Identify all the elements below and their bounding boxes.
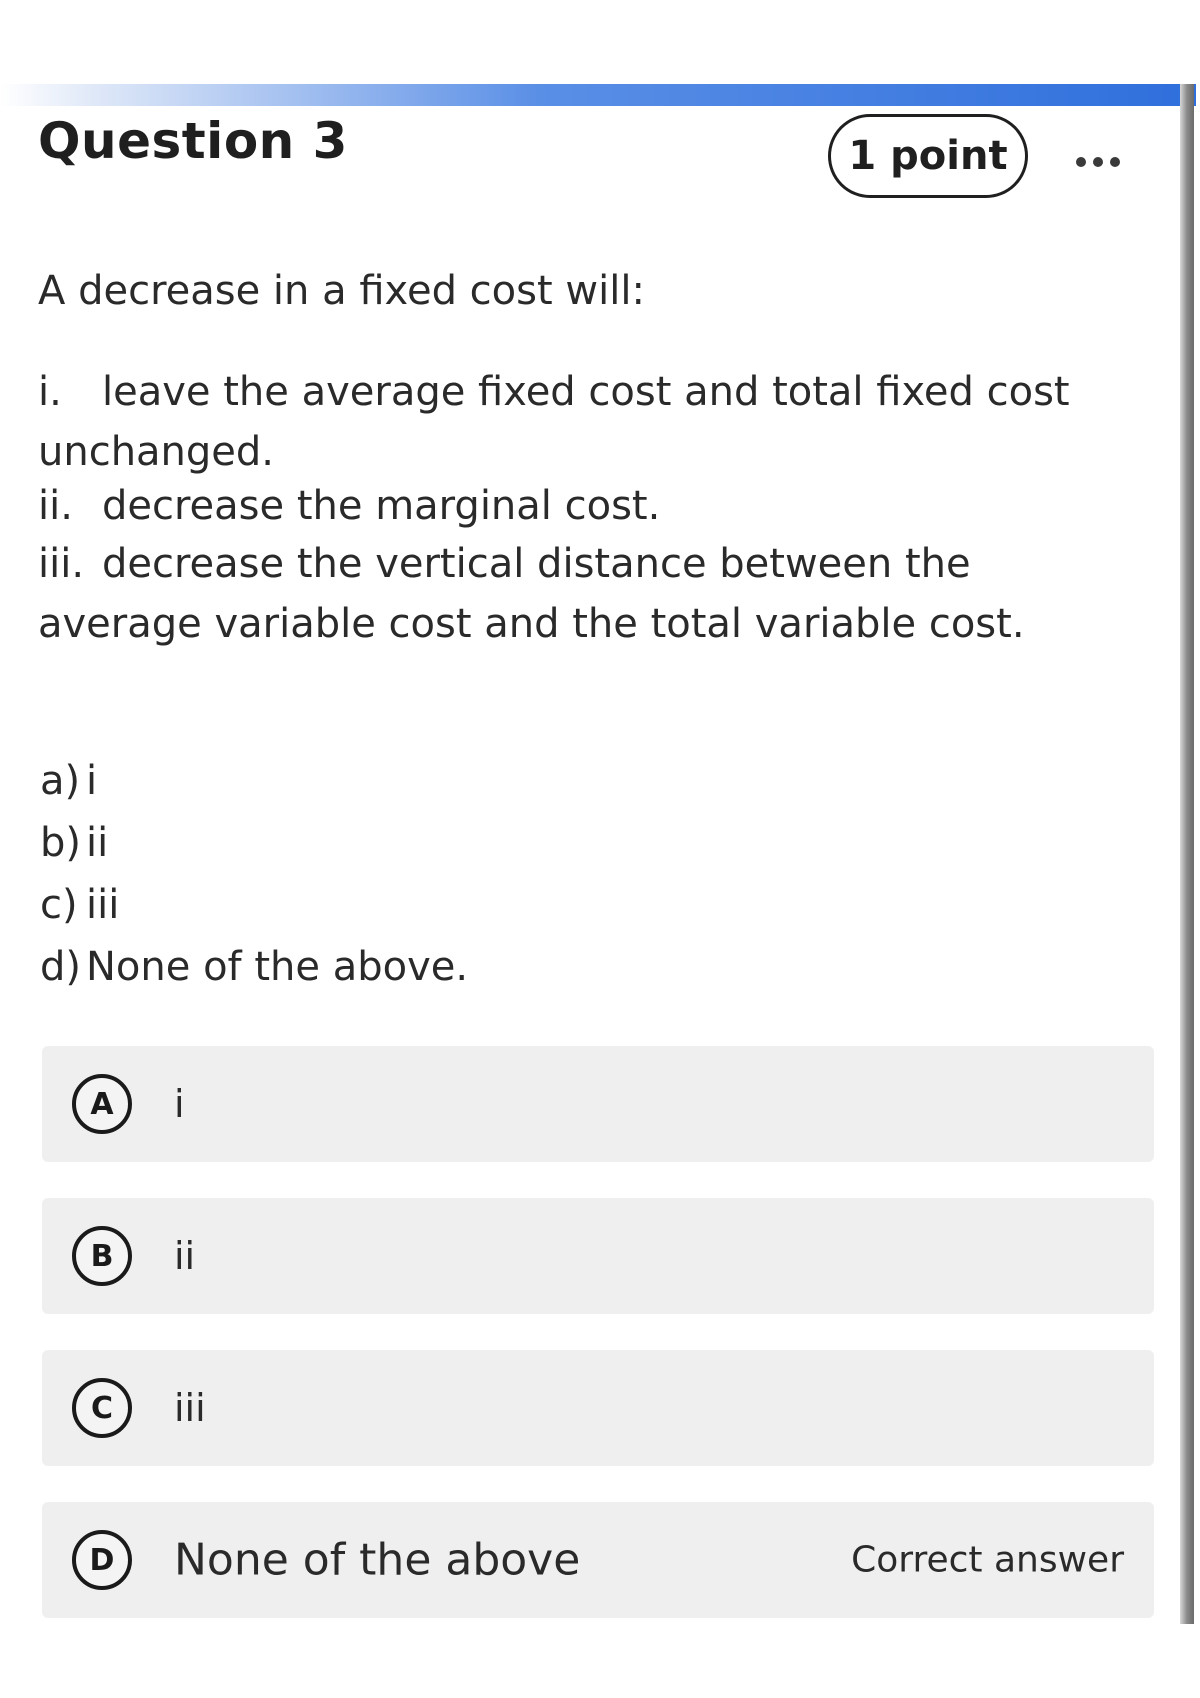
question-prompt: A decrease in a fixed cost will: [38, 268, 645, 314]
choice-text: iii [174, 1386, 206, 1430]
card-right-edge [1180, 84, 1194, 1624]
correct-answer-label: Correct answer [851, 1539, 1124, 1581]
more-horizontal-icon [1076, 157, 1120, 167]
points-badge: 1 point [828, 114, 1028, 198]
listed-option-text: None of the above. [86, 944, 469, 990]
choice-text: ii [174, 1234, 196, 1278]
choice-letter-badge: D [72, 1530, 132, 1590]
choice-text: i [174, 1082, 185, 1126]
more-options-button[interactable] [1070, 142, 1126, 182]
statement-text: leave the average fixed cost and total fixed cost [102, 369, 1070, 415]
listed-option-text: i [86, 758, 98, 804]
listed-option-c [40, 882, 119, 928]
listed-option-text: ii [86, 820, 109, 866]
choice-text: None of the above [174, 1534, 581, 1586]
statement-text-continued: average variable cost and the total variable cost. [38, 601, 1025, 647]
choice-letter-badge: A [72, 1074, 132, 1134]
listed-option-b [40, 820, 108, 866]
choice-a[interactable] [42, 1046, 1154, 1162]
statement-number: iii. [38, 541, 85, 587]
listed-option-letter: d) [40, 944, 81, 990]
choice-c[interactable] [42, 1350, 1154, 1466]
choice-letter-badge: C [72, 1378, 132, 1438]
listed-option-text: iii [86, 882, 120, 928]
statement-ii [38, 476, 1138, 536]
choice-letter-badge: B [72, 1226, 132, 1286]
choice-d[interactable] [42, 1502, 1154, 1618]
choice-b[interactable] [42, 1198, 1154, 1314]
statement-text: decrease the vertical distance between the [102, 541, 971, 587]
statement-text: decrease the marginal cost. [102, 483, 661, 529]
statement-iii [38, 534, 1138, 654]
statement-i [38, 362, 1138, 482]
listed-option-letter: b) [40, 820, 81, 866]
question-title: Question 3 [38, 112, 348, 170]
listed-option-letter: c) [40, 882, 78, 928]
listed-option-d [40, 944, 468, 990]
statement-number: i. [38, 369, 62, 415]
statement-text-continued: unchanged. [38, 429, 275, 475]
listed-option-a [40, 758, 97, 804]
statement-number: ii. [38, 483, 73, 529]
listed-option-letter: a) [40, 758, 81, 804]
question-accent-bar [0, 84, 1196, 106]
